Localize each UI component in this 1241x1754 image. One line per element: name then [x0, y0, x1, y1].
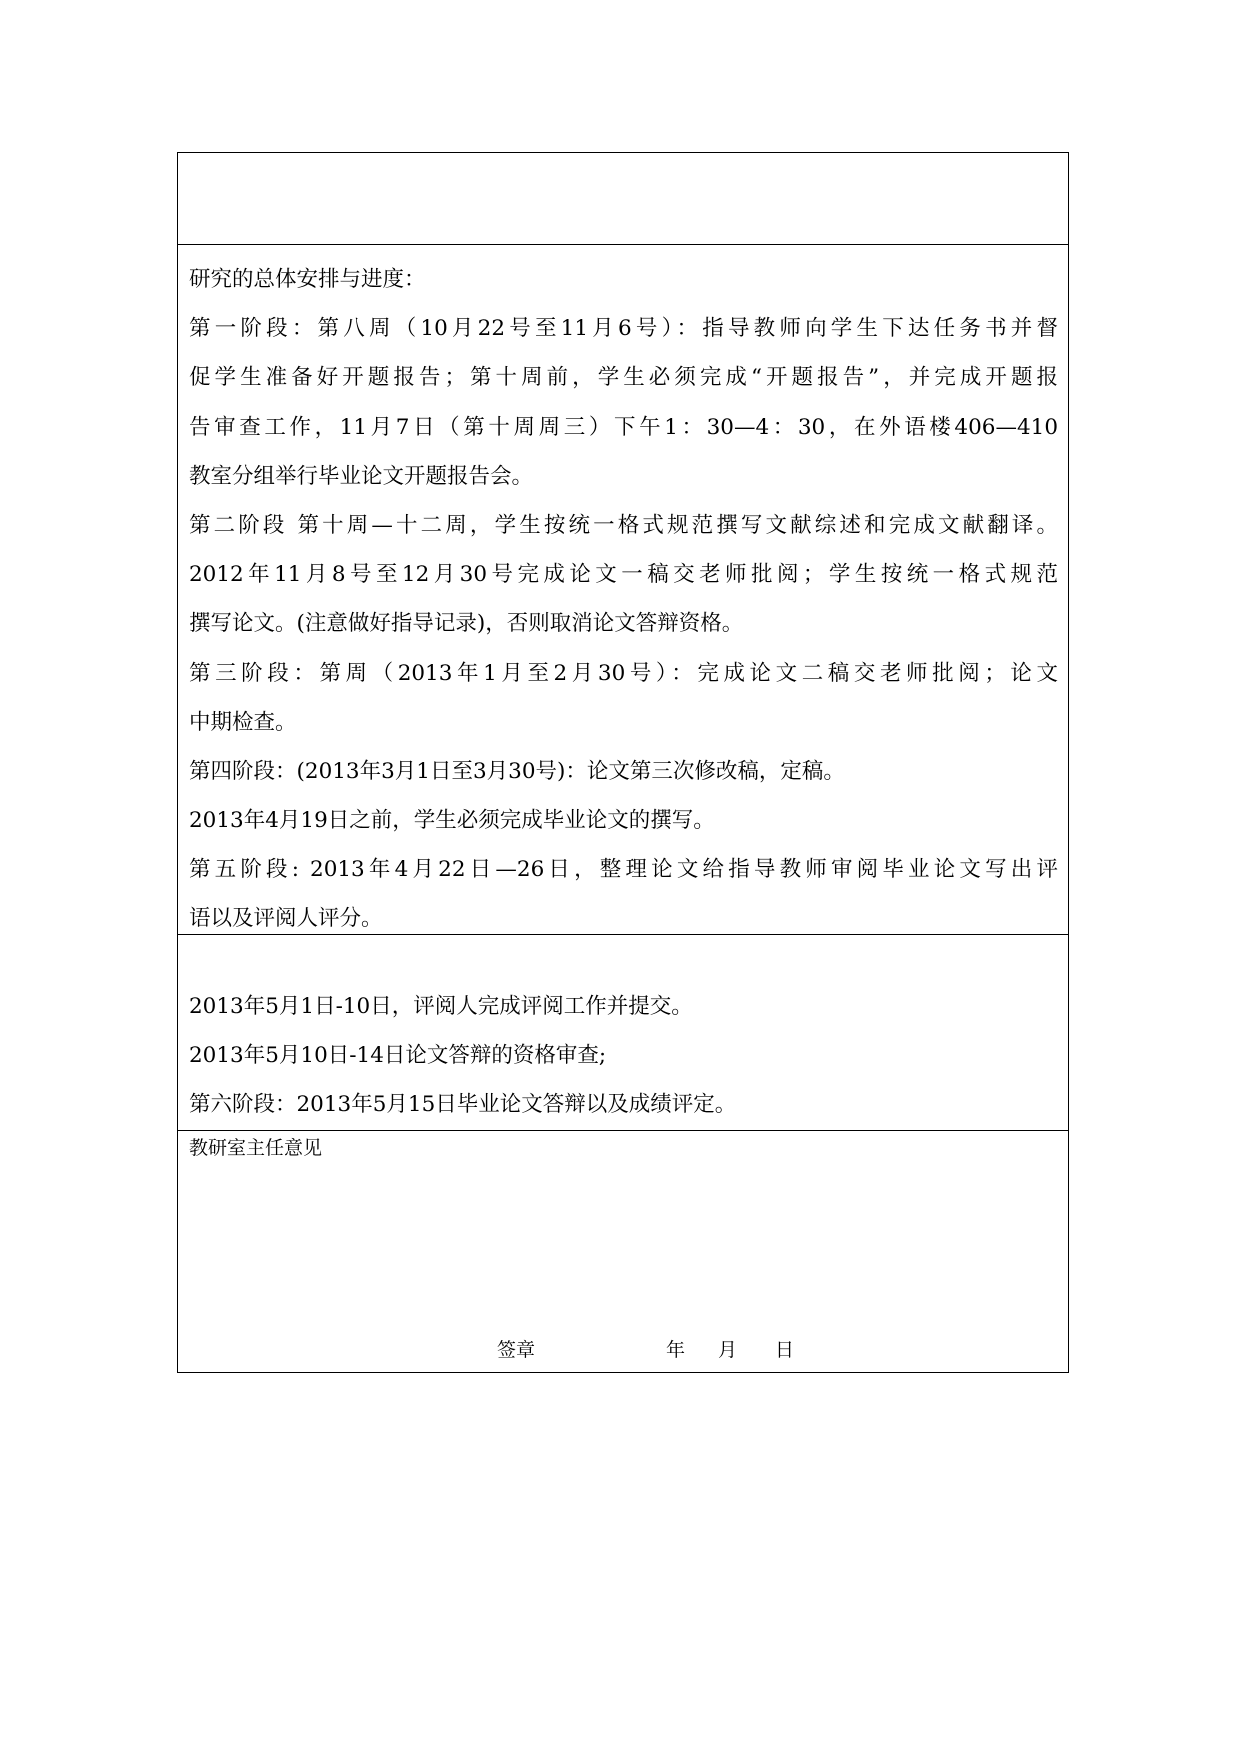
schedule-line: 2012年11月8号至12月30号完成论文一稿交老师批阅；学生按统一格式规范 [189, 562, 1058, 588]
schedule-heading: 研究的总体安排与进度： [189, 267, 426, 292]
later-line: 2013年5月10日-14日论文答辩的资格审查; [189, 1043, 607, 1069]
schedule-line: 第五阶段: 2013年4月22日—26日，整理论文给指导教师审阅毕业论文写出评 [189, 857, 1058, 883]
schedule-line: 语以及评阅人评分。 [189, 906, 383, 932]
schedule-line: 教室分组举行毕业论文开题报告会。 [189, 463, 534, 489]
schedule-line: 第二阶段 第十周—十二周，学生按统一格式规范撰写文献综述和完成文献翻译。 [189, 512, 1058, 538]
signature-label: 签章 [497, 1339, 536, 1361]
opinion-label: 教研室主任意见 [189, 1137, 323, 1159]
director-opinion-cell [178, 1131, 1068, 1372]
schedule-line: 促学生准备好开题报告；第十周前，学生必须完成“开题报告”，并完成开题报 [189, 365, 1058, 391]
schedule-line: 中期检查。 [189, 709, 297, 735]
schedule-line: 第四阶段：(2013年3月1日至3月30号)：论文第三次修改稿，定稿。 [189, 758, 845, 784]
later-line: 第六阶段：2013年5月15日毕业论文答辩以及成绩评定。 [189, 1092, 737, 1118]
schedule-line: 告审查工作，11月7日（第十周周三）下午1：30—4：30，在外语楼406—410 [189, 414, 1058, 440]
schedule-line: 撰写论文。(注意做好指导记录)，否则取消论文答辩资格。 [189, 611, 744, 637]
year-label: 年 [666, 1339, 686, 1361]
later-line: 2013年5月1日-10日，评阅人完成评阅工作并提交。 [189, 994, 693, 1019]
schedule-line: 2013年4月19日之前，学生必须完成毕业论文的撰写。 [189, 808, 715, 834]
schedule-line: 第三阶段：第周（2013年1月至2月30号）：完成论文二稿交老师批阅；论文 [189, 660, 1058, 686]
schedule-line: 第一阶段：第八周（10月22号至11月6号）：指导教师向学生下达任务书并督 [189, 316, 1058, 342]
schedule-cell [178, 245, 1068, 935]
form-table [177, 152, 1069, 1373]
blank-top-cell [178, 153, 1068, 245]
day-label: 日 [775, 1339, 795, 1361]
month-label: 月 [718, 1339, 738, 1361]
later-schedule-cell [178, 935, 1068, 1131]
